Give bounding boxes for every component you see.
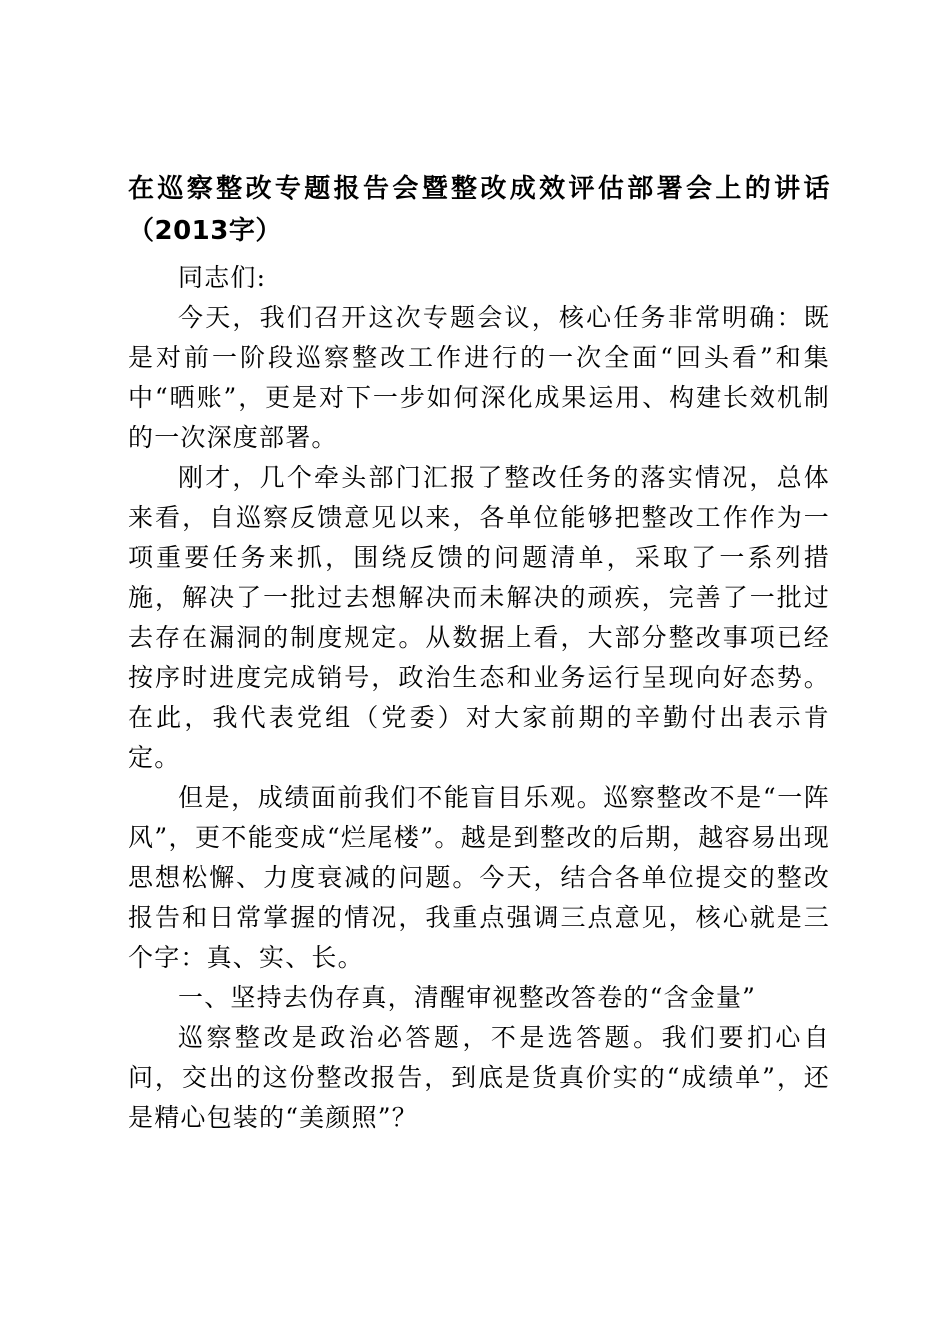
document-title: 在巡察整改专题报告会暨整改成效评估部署会上的讲话（2013字） <box>128 174 830 246</box>
paragraph-progress: 刚才，几个牵头部门汇报了整改任务的落实情况，总体来看，自巡察反馈意见以来，各单位能够把整改工作作为一项重要任务来抓，围绕反馈的问题清单，采取了一系列措施，解决了一批过去想解决而未解决的顽疾，完善了一批过去存在漏洞的制度规定。从数据上看，大部分整改事项已经按序时进度完成销号，政治生态和业务运行呈现向好态势。在此，我代表党组（党委）对大家前期的辛勤付出表示肯定。 <box>128 463 830 772</box>
paragraph-warning: 但是，成绩面前我们不能盲目乐观。巡察整改不是“一阵风”，更不能变成“烂尾楼”。越是到整改的后期，越容易出现思想松懈、力度衰减的问题。今天，结合各单位提交的整改报告和日常掌握的情况，我重点强调三点意见，核心就是三个字：真、实、长。 <box>128 783 830 972</box>
salutation: 同志们: <box>178 263 267 292</box>
paragraph-opening: 今天，我们召开这次专题会议，核心任务非常明确：既是对前一阶段巡察整改工作进行的一次全面“回头看”和集中“晒账”，更是对下一步如何深化成果运用、构建长效机制的一次深度部署。 <box>128 303 830 452</box>
section-heading: 一、坚持去伪存真，清醒审视整改答卷的“含金量” <box>178 983 757 1012</box>
document-page <box>128 168 830 1138</box>
section-paragraph: 巡察整改是政治必答题，不是选答题。我们要扪心自问，交出的这份整改报告，到底是货真价实的“成绩单”，还是精心包装的“美颜照”？ <box>128 1023 830 1132</box>
